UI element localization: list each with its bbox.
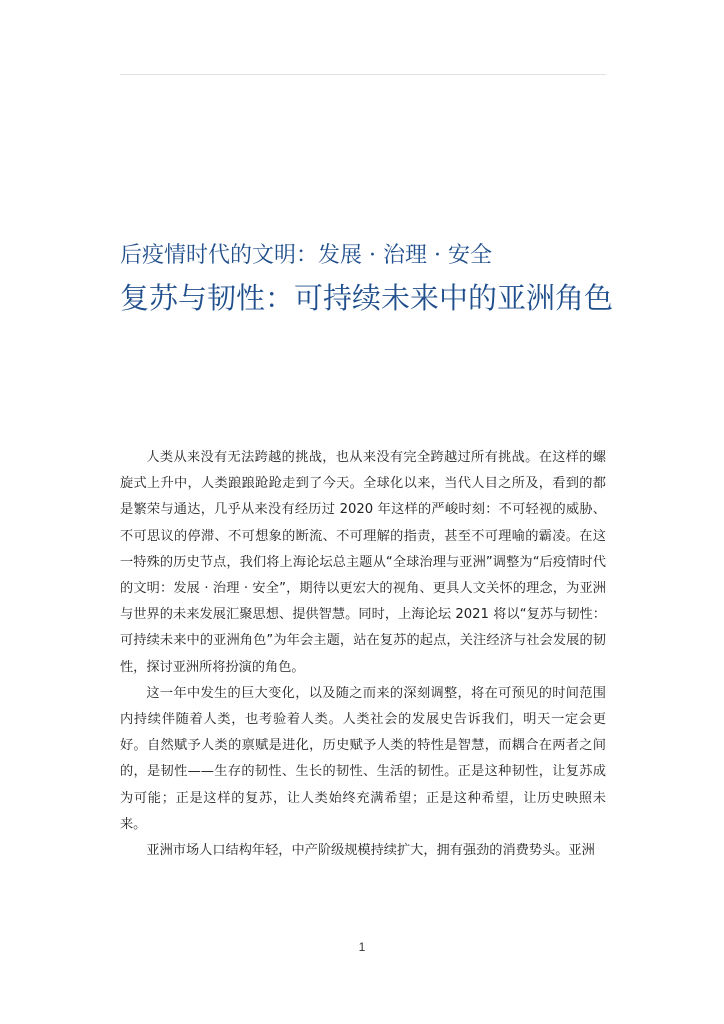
document-subtitle: 后疫情时代的文明：发展 · 治理 · 安全 [120, 243, 492, 268]
header-rule [120, 74, 606, 75]
paragraph: 人类从来没有无法跨越的挑战，也从来没有完全跨越过所有挑战。在这样的螺旋式上升中，人类踉踉跄跄走到了今天。全球化以来，当代人目之所及，看到的都是繁荣与通达，几乎从来没有经历过 2020 年这样的严峻时刻：不可轻视的威胁、不可思议的停滞、不可想象的断流、不可理解的指责，甚至不可理喻的霸凌。在这一特殊的历史节点，我们将上海论坛总主题从“全球治理与亚洲”调整为“后疫情时代的文明：发展 · 治理 · 安全”，期待以更宏大的视角、更具人文关怀的理念，为亚洲与世界的未来发展汇聚思想、提供智慧。同时，上海论坛 2021 将以“复苏与韧性：可持续未来中的亚洲角色”为年会主题，站在复苏的起点，关注经济与社会发展的韧性，探讨亚洲所将扮演的角色。 [120, 450, 606, 675]
paragraph: 这一年中发生的巨大变化，以及随之而来的深刻调整，将在可预见的时间范围内持续伴随着人类，也考验着人类。人类社会的发展史告诉我们，明天一定会更好。自然赋予人类的禀赋是进化，历史赋予人类的特性是智慧，而耦合在两者之间的，是韧性——生存的韧性、生长的韧性、生活的韧性。正是这种韧性，让复苏成为可能；正是这样的复苏，让人类始终充满希望；正是这种希望，让历史映照未来。 [120, 685, 606, 832]
page-number: 1 [358, 940, 366, 954]
title-block [120, 238, 614, 318]
paragraph: 亚洲市场人口结构年轻，中产阶级规模持续扩大，拥有强劲的消费势头。亚洲 [146, 843, 595, 859]
document-title: 复苏与韧性：可持续未来中的亚洲角色 [120, 281, 614, 315]
body-text [120, 445, 606, 864]
